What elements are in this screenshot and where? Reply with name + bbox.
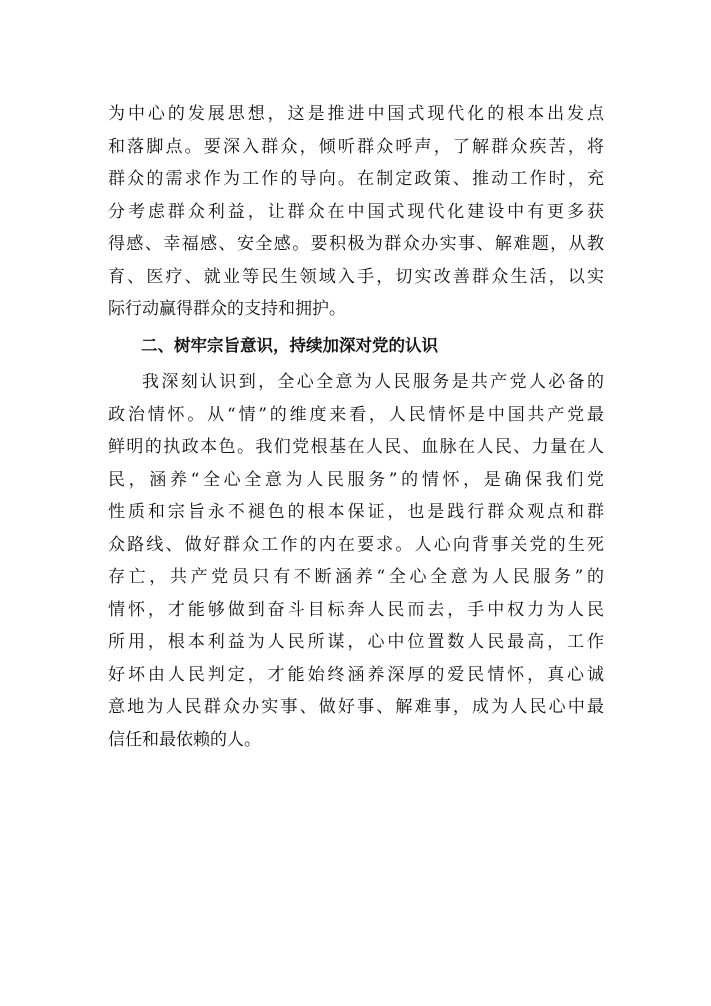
paragraph-2-line-3: 鲜明的执政本色。我们党根基在人民、血脉在人民、力量在人 — [108, 437, 604, 457]
paragraph-2-line-2: 政治情怀。从“情”的维度来看，人民情怀是中国共产党最 — [108, 404, 604, 425]
paragraph-2-line-11: 意地为人民群众办实事、做好事、解难事，成为人民心中最 — [108, 697, 604, 717]
paragraph-2-line-1: 我深刻认识到，全心全意为人民服务是共产党人必备的 — [142, 372, 604, 392]
paragraph-2-line-6: 众路线、做好群众工作的内在要求。人心向背事关党的生死 — [108, 534, 604, 555]
paragraph-1-line-1: 为中心的发展思想，这是推进中国式现代化的根本出发点 — [108, 104, 604, 124]
section-heading: 二、树牢宗旨意识，持续加深对党的认识 — [141, 335, 438, 355]
paragraph-2-line-5: 性质和宗旨永不褪色的根本保证，也是践行群众观点和群 — [108, 502, 604, 522]
paragraph-2-line-8: 情怀，才能够做到奋斗目标奔人民而去，手中权力为人民 — [108, 599, 604, 620]
paragraph-2-line-9: 所用，根本利益为人民所谋，心中位置数人民最高，工作 — [108, 632, 604, 652]
paragraph-1-line-6: 育、医疗、就业等民生领域入手，切实改善群众生活，以实 — [108, 266, 604, 287]
paragraph-2-line-12: 信任和最依赖的人。 — [108, 729, 261, 750]
paragraph-1 — [108, 98, 604, 326]
paragraph-2-line-4: 民，涵养“全心全意为人民服务”的情怀，是确保我们党 — [108, 469, 604, 490]
paragraph-2-line-7: 存亡，共产党员只有不断涵养“全心全意为人民服务”的 — [108, 567, 604, 587]
paragraph-1-line-2: 和落脚点。要深入群众，倾听群众呼声，了解群众疾苦，将 — [108, 136, 604, 157]
document-body — [108, 98, 604, 756]
paragraph-2 — [108, 366, 604, 756]
paragraph-2-line-10: 好坏由人民判定，才能始终涵养深厚的爱民情怀，真心诚 — [108, 664, 604, 685]
paragraph-1-line-3: 群众的需求作为工作的导向。在制定政策、推动工作时，充 — [108, 169, 604, 189]
paragraph-1-line-5: 得感、幸福感、安全感。要积极为群众办实事、解难题，从教 — [108, 234, 604, 254]
paragraph-1-line-7: 际行动赢得群众的支持和拥护。 — [108, 299, 346, 319]
paragraph-1-line-4: 分考虑群众利益，让群众在中国式现代化建设中有更多获 — [108, 201, 604, 222]
